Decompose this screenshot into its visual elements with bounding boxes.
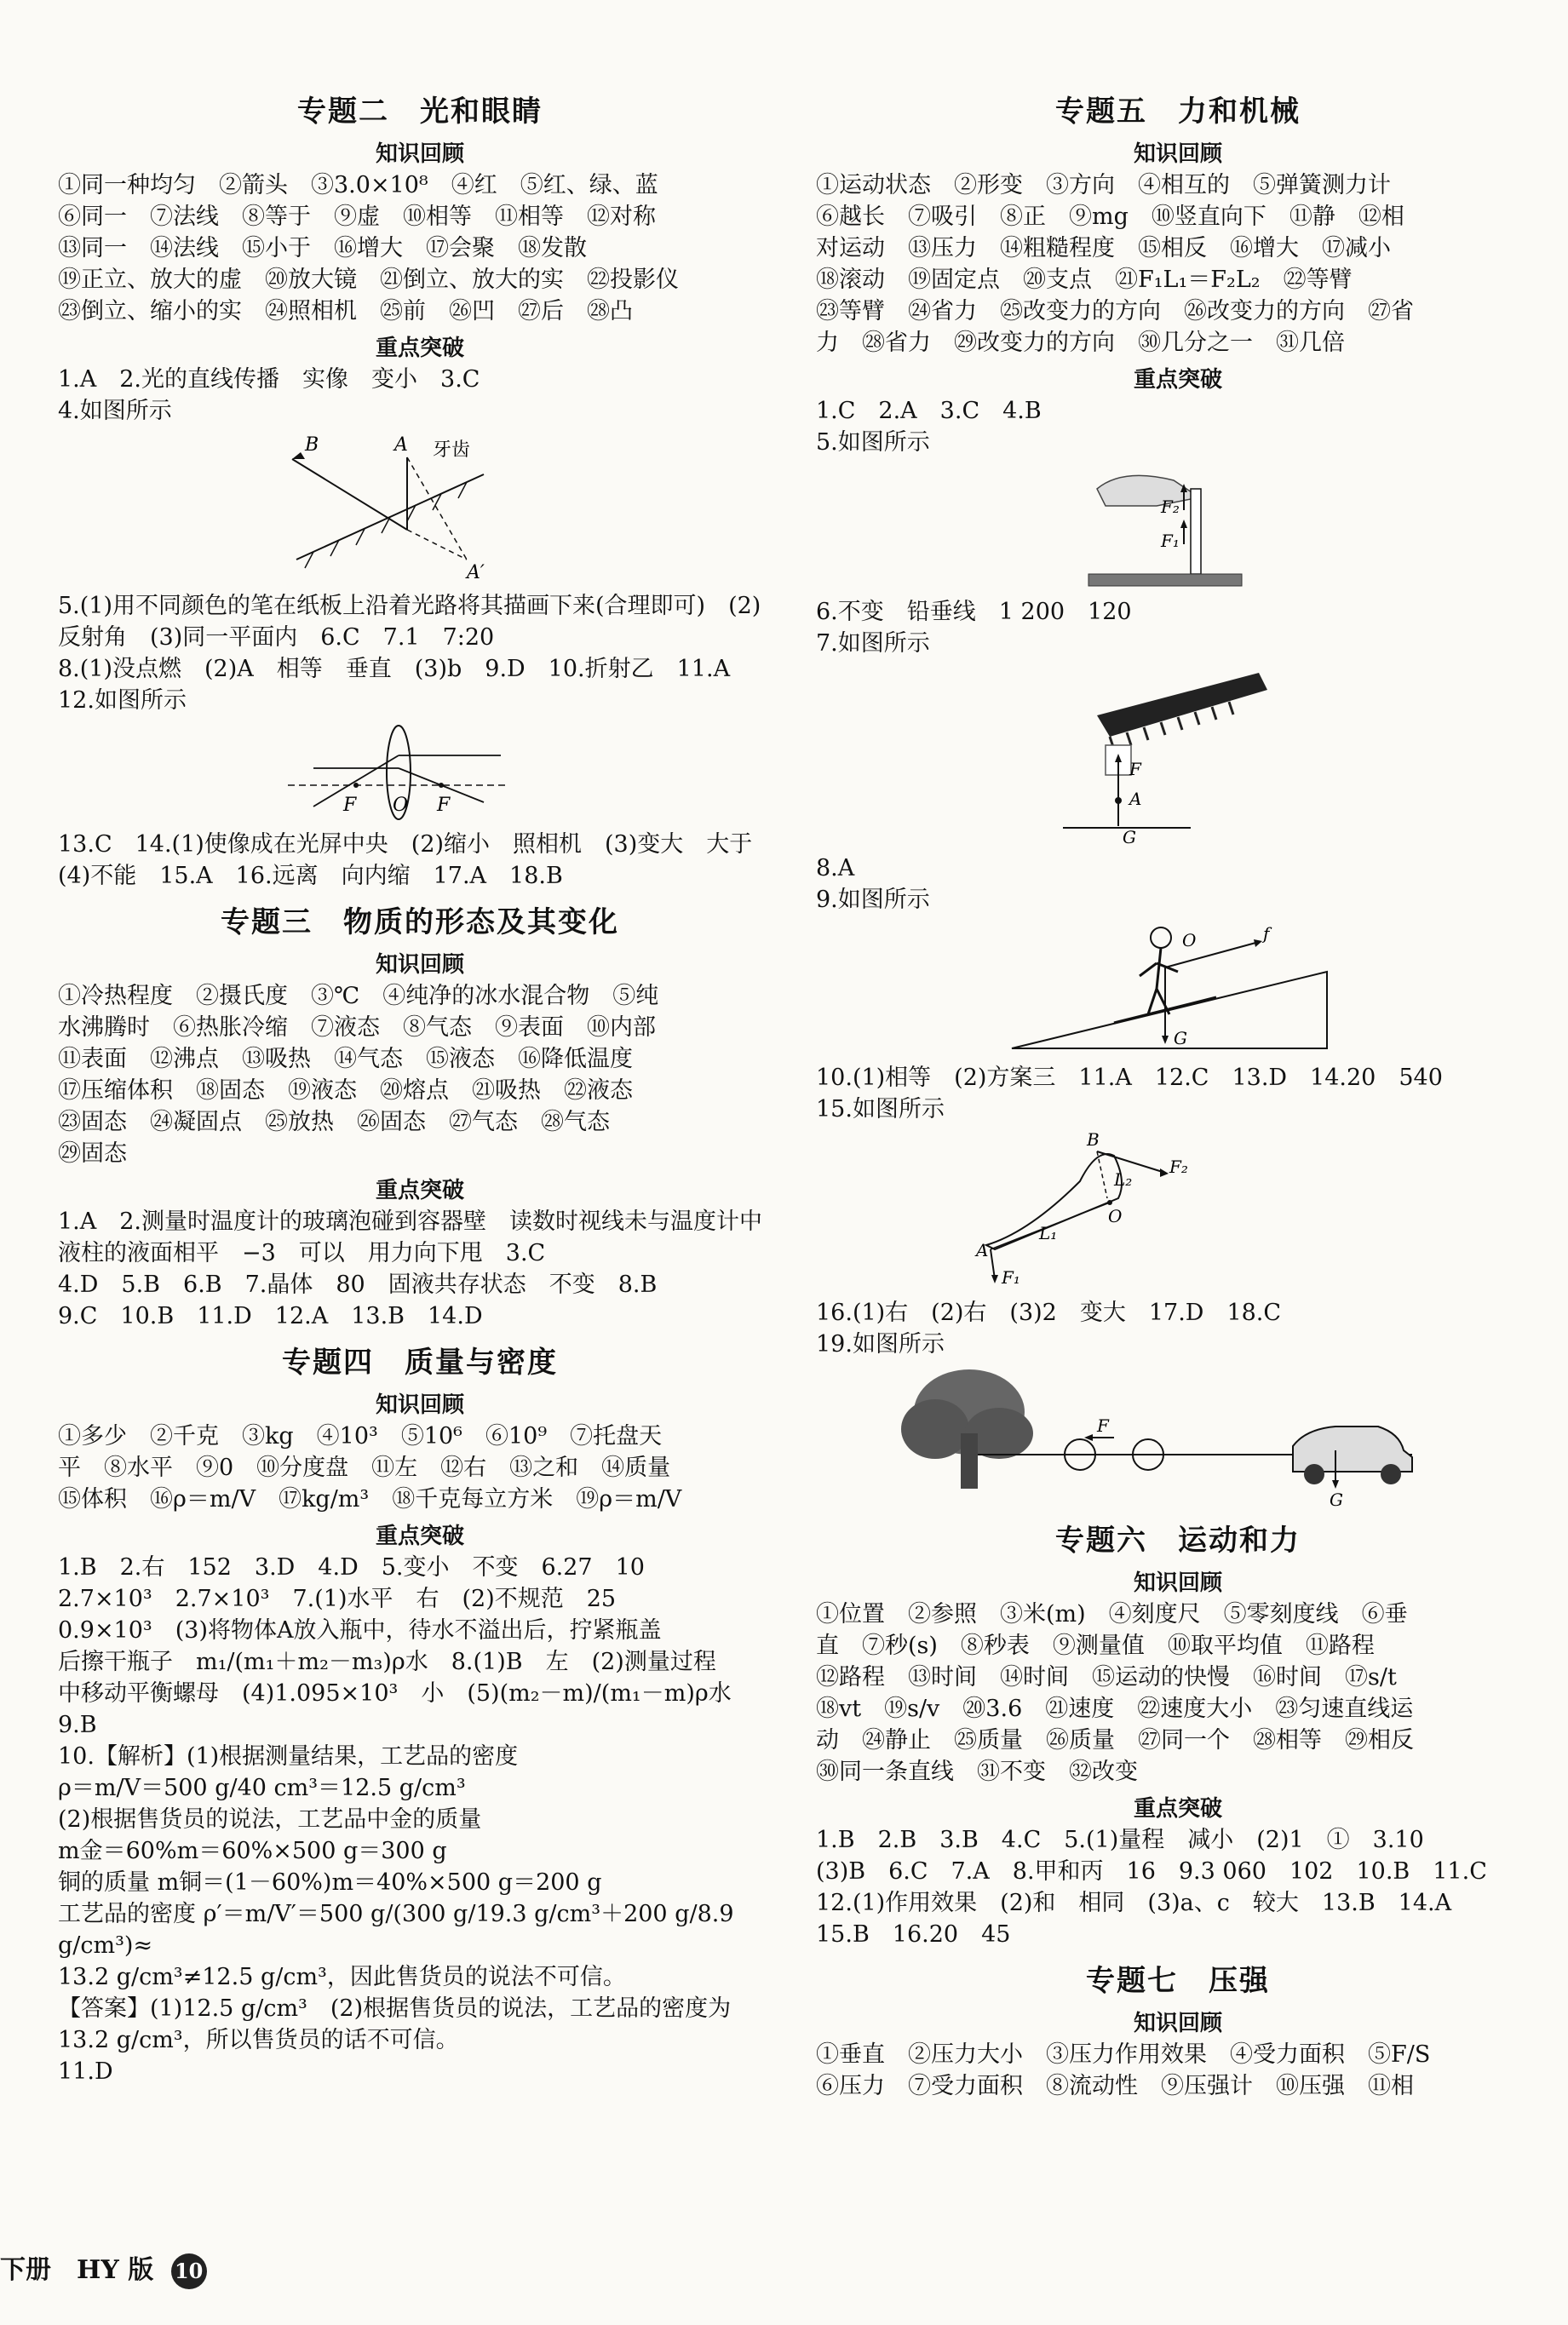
solution-line: 【答案】(1)12.5 g/cm³ (2)根据售货员的说法，工艺品的密度为13.2 g/cm³，所以售货员的话不可信。 [58,1995,732,2053]
solution-line: ρ＝m/V＝500 g/40 cm³＝12.5 g/cm³ [58,1775,466,1801]
review-line: ㉙固态 [58,1140,127,1167]
label-O: O [1108,1206,1123,1226]
right-column [816,81,1540,2102]
answer-line: 中移动平衡螺母 (4)1.095×10³ 小 (5)(m₂－m)/(m₁－m)ρ水 9.B [58,1680,755,1738]
answer-line: 12.如图所示 [58,687,187,714]
review-heading: 知识回顾 [375,952,464,978]
label-G: G [1123,827,1136,847]
key-heading: 重点突破 [1133,1796,1222,1822]
figure-skier [816,921,1540,1057]
solution-line: m金＝60%m＝60%×500 g＝300 g [58,1838,447,1864]
review-line: ⑥越长 ⑦吸引 ⑧正 ⑨mg ⑩竖直向下 ⑪静 ⑫相 [816,204,1404,230]
key-heading: 重点突破 [375,1178,464,1203]
section-title-3: 专题三 物质的形态及其变化 [221,905,619,939]
label-A: A [1129,789,1142,809]
section-title-7: 专题七 压强 [1086,1964,1270,1998]
label-F-left: F [343,795,357,816]
review-line: ⑥压力 ⑦受力面积 ⑧流动性 ⑨压强计 ⑩压强 ⑪相 [816,2073,1414,2099]
label-L2: L₂ [1114,1169,1133,1190]
review-line: ⑫路程 ⑬时间 ⑭时间 ⑮运动的快慢 ⑯时间 ⑰s/t [816,1664,1397,1691]
review-line: 力 ㉘省力 ㉙改变力的方向 ㉚几分之一 ㉛几倍 [816,330,1345,356]
answer-line: 后擦干瓶子 m₁/(m₁＋m₂－m₃)ρ水 8.(1)B 左 (2)测量过程 [58,1649,716,1675]
left-column [58,81,782,2087]
review-line: ⑲正立、放大的虚 ⑳放大镜 ㉑倒立、放大的实 ㉒投影仪 [58,267,679,293]
label-B: B [305,434,319,456]
answer-line: 12.(1)作用效果 (2)和 相同 (3)a、c 较大 13.B 14.A [816,1890,1452,1916]
answer-line: 7.如图所示 [816,630,930,657]
answer-line: 1.C 2.A 3.C 4.B [816,398,1042,424]
answer-line: 4.如图所示 [58,398,172,424]
answer-line: 1.B 2.B 3.B 4.C 5.(1)量程 减小 (2)1 ① 3.10 [816,1827,1424,1853]
answer-line: 13.C 14.(1)使像成在光屏中央 (2)缩小 照相机 (3)变大 大于 (4)不能 15.A 16.远离 向内缩 17.A 18.B [58,831,776,889]
label-B: B [1087,1130,1100,1150]
review-line: ⑬同一 ⑭法线 ⑮小于 ⑯增大 ⑰会聚 ⑱发散 [58,235,587,261]
review-line: ⑥同一 ⑦法线 ⑧等于 ⑨虚 ⑩相等 ⑪相等 ⑫对称 [58,204,656,230]
review-line: ⑪表面 ⑫沸点 ⑬吸热 ⑭气态 ⑮液态 ⑯降低温度 [58,1046,633,1072]
label-f: f [1263,923,1270,944]
label-A: A [394,434,408,456]
figure-convex-lens [58,721,782,824]
answer-line: 15.B 16.20 45 [816,1921,1011,1948]
review-line: ⑮体积 ⑯ρ＝m/V ⑰kg/m³ ⑱千克每立方米 ⑲ρ＝m/V [58,1486,682,1513]
label-G: G [1330,1490,1343,1510]
review-line: ㉓等臂 ㉔省力 ㉕改变力的方向 ㉖改变力的方向 ㉗省 [816,298,1414,324]
page-number: 10 [171,2253,207,2289]
page-footer [0,2248,207,2289]
review-line: 动 ㉔静止 ㉕质量 ㉖质量 ㉗同一个 ㉘相等 ㉙相反 [816,1727,1414,1754]
label-F1: F₁ [1161,531,1180,551]
key-heading: 重点突破 [375,336,464,361]
answer-line: 8.A [816,855,855,881]
answer-line: 15.如图所示 [816,1096,945,1122]
label-F: F [1129,759,1141,779]
figure-hand-pencil [816,463,1540,591]
review-line: 水沸腾时 ⑥热胀冷缩 ⑦液态 ⑧气态 ⑨表面 ⑩内部 [58,1014,656,1041]
review-heading: 知识回顾 [375,141,464,167]
review-line: ①冷热程度 ②摄氏度 ③℃ ④纯净的冰水混合物 ⑤纯 [58,983,659,1009]
key-heading: 重点突破 [375,1524,464,1549]
review-heading: 知识回顾 [1133,1570,1222,1596]
review-line: ①运动状态 ②形变 ③方向 ④相互的 ⑤弹簧测力计 [816,172,1391,198]
review-line: 直 ⑦秒(s) ⑧秒表 ⑨测量值 ⑩取平均值 ⑪路程 [816,1633,1375,1659]
review-line: ㉚同一条直线 ㉛不变 ㉜改变 [816,1759,1138,1785]
answer-line: 10.(1)相等 (2)方案三 11.A 12.C 13.D 14.20 540 [816,1065,1443,1091]
label-G: G [1174,1028,1187,1048]
label-teeth: 牙齿 [433,439,471,461]
answer-line: 6.不变 铅垂线 1 200 120 [816,599,1132,625]
answer-line: 1.B 2.右 152 3.D 4.D 5.变小 不变 6.27 10 [58,1554,645,1581]
answer-line: 19.如图所示 [816,1331,945,1358]
review-line: ①位置 ②参照 ③米(m) ④刻度尺 ⑤零刻度线 ⑥垂 [816,1601,1408,1628]
answer-line: 1.A 2.测量时温度计的玻璃泡碰到容器壁 读数时视线未与温度计中液柱的液面相平 −3 可以 用力向下甩 3.C [58,1208,763,1266]
section-title-4: 专题四 质量与密度 [282,1346,558,1380]
figure-lever [816,1130,1540,1292]
review-line: ㉓固态 ㉔凝固点 ㉕放热 ㉖固态 ㉗气态 ㉘气态 [58,1109,610,1135]
review-line: 平 ⑧水平 ⑨0 ⑩分度盘 ⑪左 ⑫右 ⑬之和 ⑭质量 [58,1455,671,1481]
review-line: ⑱vt ⑲s/v ⑳3.6 ㉑速度 ㉒速度大小 ㉓匀速直线运 [816,1696,1414,1722]
answer-line: 4.D 5.B 6.B 7.晶体 80 固液共存状态 不变 8.B [58,1272,658,1298]
review-heading: 知识回顾 [375,1392,464,1418]
review-line: 对运动 ⑬压力 ⑭粗糙程度 ⑮相反 ⑯增大 ⑰减小 [816,235,1391,261]
answer-line: 9.C 10.B 11.D 12.A 13.B 14.D [58,1303,483,1329]
label-O: O [1182,930,1197,950]
label-F-right: F [437,795,451,816]
answer-line: 5.如图所示 [816,429,930,456]
review-heading: 知识回顾 [1133,141,1222,167]
review-line: ①同一种均匀 ②箭头 ③3.0×10⁸ ④红 ⑤红、绿、蓝 [58,172,658,198]
review-line: ㉓倒立、缩小的实 ㉔照相机 ㉕前 ㉖凹 ㉗后 ㉘凸 [58,298,633,324]
figure-tree-car [816,1365,1540,1510]
review-line: ⑰压缩体积 ⑱固态 ⑲液态 ⑳熔点 ㉑吸热 ㉒液态 [58,1077,633,1104]
label-A-prime: A′ [467,562,485,583]
label-F2: F₂ [1161,497,1180,517]
section-title-5: 专题五 力和机械 [1055,95,1301,129]
label-A: A [976,1240,989,1260]
label-F1: F₁ [1002,1267,1020,1288]
answer-line: 1.A 2.光的直线传播 实像 变小 3.C [58,366,480,393]
footer-text: 下册 HY 版 [0,2255,154,2285]
solution-line: (2)根据售货员的说法，工艺品中金的质量 [58,1806,482,1833]
label-F2: F₂ [1169,1157,1188,1177]
label-O: O [393,795,409,816]
figure-mirror-reflection [58,432,782,585]
answer-line: 2.7×10³ 2.7×10³ 7.(1)水平 右 (2)不规范 25 [58,1586,617,1612]
answer-line: (3)B 6.C 7.A 8.甲和丙 16 9.3 060 102 10.B 11.C [816,1858,1487,1885]
solution-line: 11.D [58,2058,113,2085]
review-line: ①垂直 ②压力大小 ③压力作用效果 ④受力面积 ⑤F/S [816,2041,1431,2068]
answer-line: 9.如图所示 [816,887,930,913]
solution-line: 铜的质量 m铜＝(1－60%)m＝40%×500 g＝200 g [58,1869,602,1896]
label-L1: L₁ [1039,1223,1058,1243]
figure-comb [816,664,1540,847]
review-line: ⑱滚动 ⑲固定点 ⑳支点 ㉑F₁L₁＝F₂L₂ ㉒等臂 [816,267,1353,293]
label-F: F [1097,1415,1109,1436]
answer-line: 0.9×10³ (3)将物体A放入瓶中，待水不溢出后，拧紧瓶盖 [58,1617,662,1644]
answer-line: 16.(1)右 (2)右 (3)2 变大 17.D 18.C [816,1300,1282,1326]
section-title-6: 专题六 运动和力 [1055,1524,1301,1558]
key-heading: 重点突破 [1133,367,1222,393]
solution-line: 工艺品的密度 ρ′＝m/V′＝500 g/(300 g/19.3 g/cm³＋200 g/8.9 g/cm³)≈ [58,1901,734,1959]
solution-line: 10.【解析】(1)根据测量结果，工艺品的密度 [58,1743,519,1770]
review-line: ①多少 ②千克 ③kg ④10³ ⑤10⁶ ⑥10⁹ ⑦托盘天 [58,1423,663,1450]
review-heading: 知识回顾 [1133,2011,1222,2036]
section-title-2: 专题二 光和眼睛 [297,95,543,129]
solution-line: 13.2 g/cm³≠12.5 g/cm³，因此售货员的说法不可信。 [58,1964,626,1990]
answer-line: 8.(1)没点燃 (2)A 相等 垂直 (3)b 9.D 10.折射乙 11.A [58,656,731,682]
answer-line: 5.(1)用不同颜色的笔在纸板上沿着光路将其描画下来(合理即可) (2)反射角 (3)同一平面内 6.C 7.1 7:20 [58,593,761,651]
